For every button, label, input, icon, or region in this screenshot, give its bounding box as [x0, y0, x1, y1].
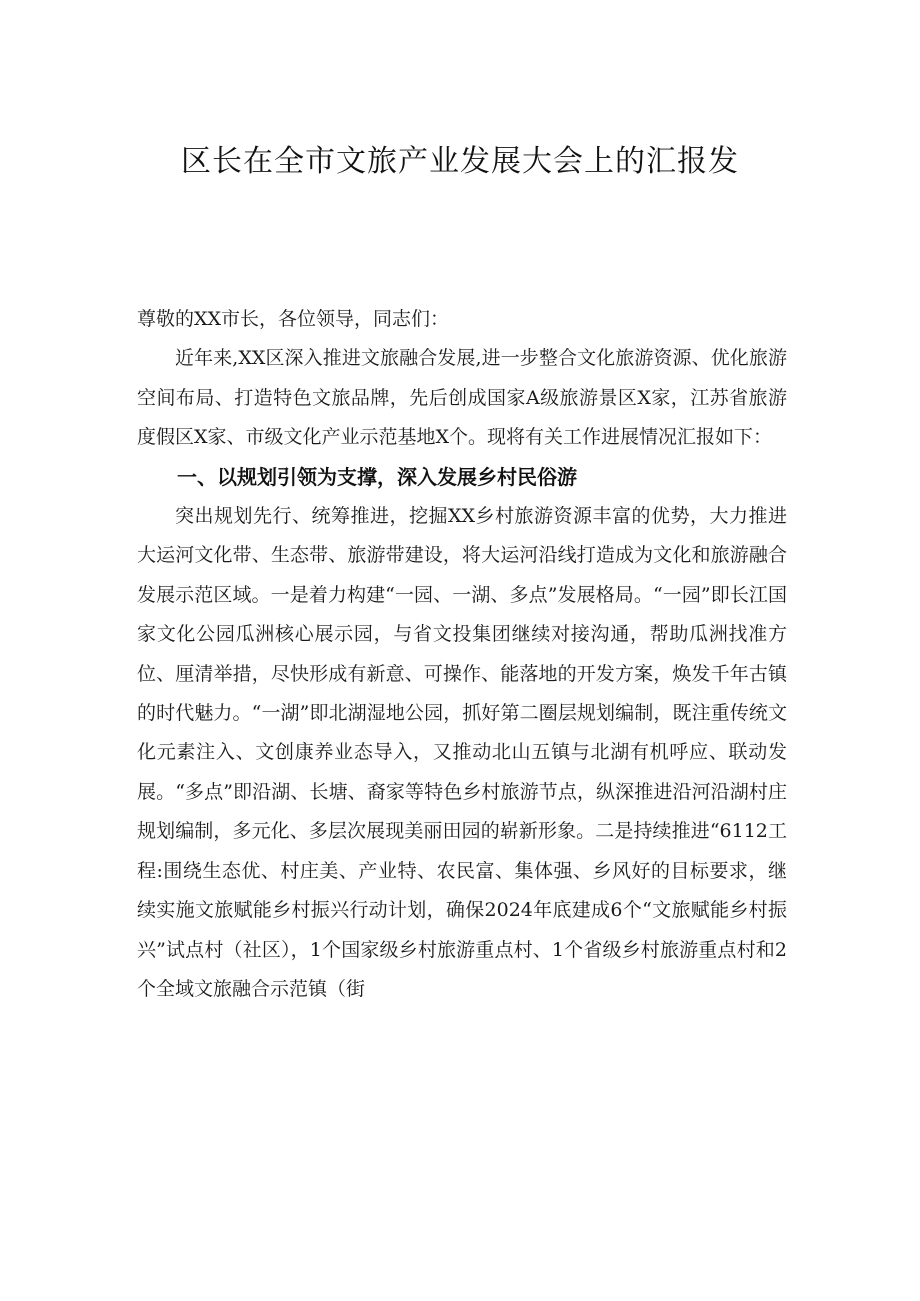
paragraph-intro: 近年来,XX区深入推进文旅融合发展,进一步整合文化旅游资源、优化旅游空间布局、打造特色文旅品牌，先后创成国家A级旅游景区X家，江苏省旅游度假区X家、市级文化产业示范基地X个。现将有关工作进展情况汇报如下：: [137, 347, 787, 449]
paragraph-planning: 突出规划先行、统筹推进，挖掘XX乡村旅游资源丰富的优势，大力推进大运河文化带、生态带、旅游带建设，将大运河沿线打造成为文化和旅游融合发展示范区域。一是着力构建“一园、一湖、多点”发展格局。“一园”即长江国家文化公园瓜洲核心展示园，与省文投集团继续对接沟通，帮助瓜洲找准方位、厘清举措，尽快形成有新意、可操作、能落地的开发方案，焕发千年古镇的时代魅力。“一湖”即北湖湿地公园，抓好第二圈层规划编制，既注重传统文化元素注入、文创康养业态导入，又推动北山五镇与北湖有机呼应、联动发展。“多点”即沿湖、长塘、裔家等特色乡村旅游节点，纵深推进沿河沿湖村庄规划编制，多元化、多层次展现美丽田园的崭新形象。二是持续推进“6112工程:围绕生态优、村庄美、产业特、农民富、集体强、乡风好的目标要求，继续实施文旅赋能乡村振兴行动计划，确保2024年底建成6个“文旅赋能乡村振兴”试点村（社区），1个国家级乡村旅游重点村、1个省级乡村旅游重点村和2个全域文旅融合示范镇（街: [137, 505, 787, 1000]
document-title: 区长在全市文旅产业发展大会上的汇报发: [181, 144, 739, 179]
document-body: [137, 300, 787, 1009]
salutation: 尊敬的XX市长，各位领导，同志们：: [137, 308, 450, 330]
section-heading: 一、以规划引领为支撑，深入发展乡村民俗游: [177, 464, 577, 489]
